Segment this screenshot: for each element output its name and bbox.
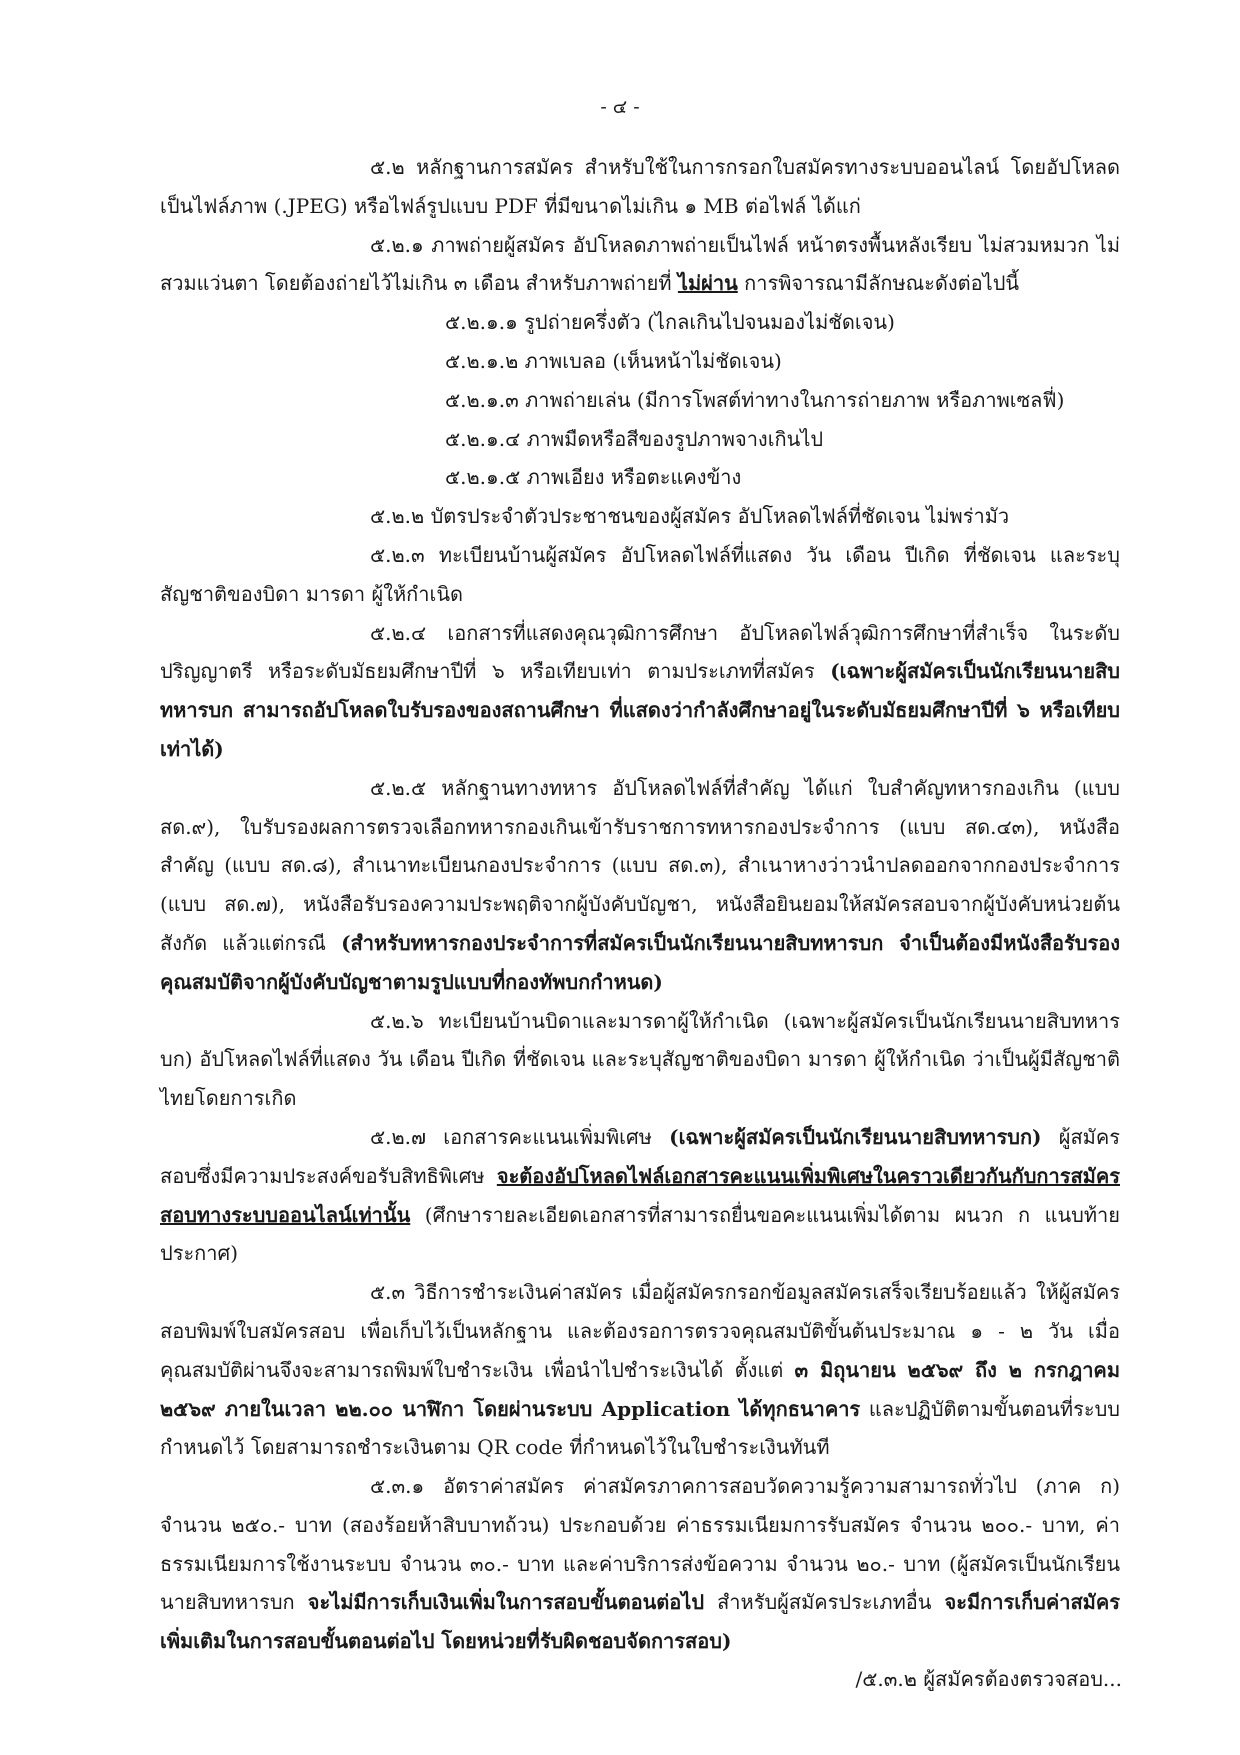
page-number: - ๔ - [600,96,640,118]
paragraph-5-3-1: ๕.๓.๑ อัตราค่าสมัคร ค่าสมัครภาคการสอบวัดความรู้ความสามารถทั่วไป (ภาค ก) จำนวน ๒๕๐.- บาท (สองร้อยห้าสิบบาทถ้วน) ประกอบด้วย ค่าธรรมเนียมการรับสมัคร จำนวน ๒๐๐.- บาท, ค่าธรรมเนียมการใช้งานระบบ จำนวน ๓๐.- บาท และค่าบริการส่งข้อความ จำนวน ๒๐.- บาท (ผู้สมัครเป็นนักเรียนนายสิบทหารบก จะไม่มีการเก็บเงินเพิ่มในการสอบขั้นตอนต่อไป สำหรับผู้สมัครประเภทอื่น จะมีการเก็บค่าสมัครเพิ่มเติมในการสอบขั้นตอนต่อไป โดยหน่วยที่รับผิดชอบจัดการสอบ) [160,1474,1120,1654]
list-item: ๕.๒.๑.๓ ภาพถ่ายเล่น (มีการโพสต์ท่าทางในการถ่ายภาพ หรือภาพเซลฟี่) [445,387,1065,412]
continuation-note: /๕.๓.๒ ผู้สมัครต้องตรวจสอบ... [855,1667,1122,1691]
paragraph-5-3: ๕.๓ วิธีการชำระเงินค่าสมัคร เมื่อผู้สมัครกรอกข้อมูลสมัครเสร็จเรียบร้อยแล้ว ให้ผู้สมัครสอบพิมพ์ใบสมัครสอบ เพื่อเก็บไว้เป็นหลักฐาน และต้องรอการตรวจคุณสมบัติขั้นต้นประมาณ ๑ - ๒ วัน เมื่อคุณสมบัติผ่านจึงจะสามารถพิมพ์ใบชำระเงิน เพื่อนำไปชำระเงินได้ ตั้งแต่ ๓ มิถุนายน ๒๕๖๙ ถึง ๒ กรกฎาคม ๒๕๖๙ ภายในเวลา ๒๒.๐๐ นาฬิกา โดยผ่านระบบ Application ได้ทุกธนาคาร และปฏิบัติตามขั้นตอนที่ระบบกำหนดไว้ โดยสามารถชำระเงินตาม QR code ที่กำหนดไว้ในใบชำระเงินทันที [160,1280,1120,1460]
paragraph-5-2-3: ๕.๒.๓ ทะเบียนบ้านผู้สมัคร อัปโหลดไฟล์ที่แสดง วัน เดือน ปีเกิด ที่ชัดเจน และระบุสัญชาติของบิดา มารดา ผู้ให้กำเนิด [160,542,1120,606]
paragraph-5-2-5: ๕.๒.๕ หลักฐานทางทหาร อัปโหลดไฟล์ที่สำคัญ ได้แก่ ใบสำคัญทหารกองเกิน (แบบ สด.๙), ใบรับรองผลการตรวจเลือกทหารกองเกินเข้ารับราชการทหารกองประจำการ (แบบ สด.๔๓), หนังสือสำคัญ (แบบ สด.๘), สำเนาทะเบียนกองประจำการ (แบบ สด.๓), สำเนาหางว่าวนำปลดออกจากกองประจำการ (แบบ สด.๗), หนังสือรับรองความประพฤติจากผู้บังคับบัญชา, หนังสือยินยอมให้สมัครสอบจากผู้บังคับหน่วยต้นสังกัด แล้วแต่กรณี (สำหรับทหารกองประจำการที่สมัครเป็นนักเรียนนายสิบทหารบก จำเป็นต้องมีหนังสือรับรองคุณสมบัติจากผู้บังคับบัญชาตามรูปแบบที่กองทัพบกกำหนด) [160,775,1121,994]
list-item: ๕.๒.๑.๔ ภาพมืดหรือสีของรูปภาพจางเกินไป [445,426,824,451]
list-item: ๕.๒.๑.๑ รูปถ่ายครึ่งตัว (ไกลเกินไปจนมองไม่ชัดเจน) [445,310,895,335]
paragraph-5-2-7: ๕.๒.๗ เอกสารคะแนนเพิ่มพิเศษ (เฉพาะผู้สมัครเป็นนักเรียนนายสิบทหารบก) ผู้สมัครสอบซึ่งมีความประสงค์ขอรับสิทธิพิเศษ จะต้องอัปโหลดไฟล์เอกสารคะแนนเพิ่มพิเศษในคราวเดียวกันกับการสมัครสอบทางระบบออนไลน์เท่านั้น (ศึกษารายละเอียดเอกสารที่สามารถยื่นขอคะแนนเพิ่มได้ตาม ผนวก ก แนบท้ายประกาศ) [160,1124,1120,1266]
paragraph-5-2-4: ๕.๒.๔ เอกสารที่แสดงคุณวุฒิการศึกษา อัปโหลดไฟล์วุฒิการศึกษาที่สำเร็จ ในระดับปริญญาตรี หรือระดับมัธยมศึกษาปีที่ ๖ หรือเทียบเท่า ตามประเภทที่สมัคร (เฉพาะผู้สมัครเป็นนักเรียนนายสิบทหารบก สามารถอัปโหลดใบรับรองของสถานศึกษา ที่แสดงว่ากำลังศึกษาอยู่ในระดับมัธยมศึกษาปีที่ ๖ หรือเทียบเท่าได้) [160,620,1120,761]
paragraph-5-2-6: ๕.๒.๖ ทะเบียนบ้านบิดาและมารดาผู้ให้กำเนิด (เฉพาะผู้สมัครเป็นนักเรียนนายสิบทหารบก) อัปโหลดไฟล์ที่แสดง วัน เดือน ปีเกิด ที่ชัดเจน และระบุสัญชาติของบิดา มารดา ผู้ให้กำเนิด ว่าเป็นผู้มีสัญชาติไทยโดยการเกิด [160,1008,1120,1111]
paragraph-5-2-1: ๕.๒.๑ ภาพถ่ายผู้สมัคร อัปโหลดภาพถ่ายเป็นไฟล์ หน้าตรงพื้นหลังเรียบ ไม่สวมหมวก ไม่สวมแว่นตา โดยต้องถ่ายไว้ไม่เกิน ๓ เดือน สำหรับภาพถ่ายที่ ไม่ผ่าน การพิจารณามีลักษณะดังต่อไปนี้ [160,232,1120,296]
list-item: ๕.๒.๑.๒ ภาพเบลอ (เห็นหน้าไม่ชัดเจน) [445,348,782,373]
paragraph-5-2-2: ๕.๒.๒ บัตรประจำตัวประชาชนของผู้สมัคร อัปโหลดไฟล์ที่ชัดเจน ไม่พร่ามัว [370,504,1010,529]
list-item: ๕.๒.๑.๕ ภาพเอียง หรือตะแคงข้าง [445,465,742,490]
document-body [160,148,1120,1661]
paragraph-5-2: ๕.๒ หลักฐานการสมัคร สำหรับใช้ในการกรอกใบสมัครทางระบบออนไลน์ โดยอัปโหลดเป็นไฟล์ภาพ (.JPEG) หรือไฟล์รูปแบบ PDF ที่มีขนาดไม่เกิน ๑ MB ต่อไฟล์ ได้แก่ [160,155,1120,218]
not-pass-emphasis: ไม่ผ่าน [677,271,738,296]
